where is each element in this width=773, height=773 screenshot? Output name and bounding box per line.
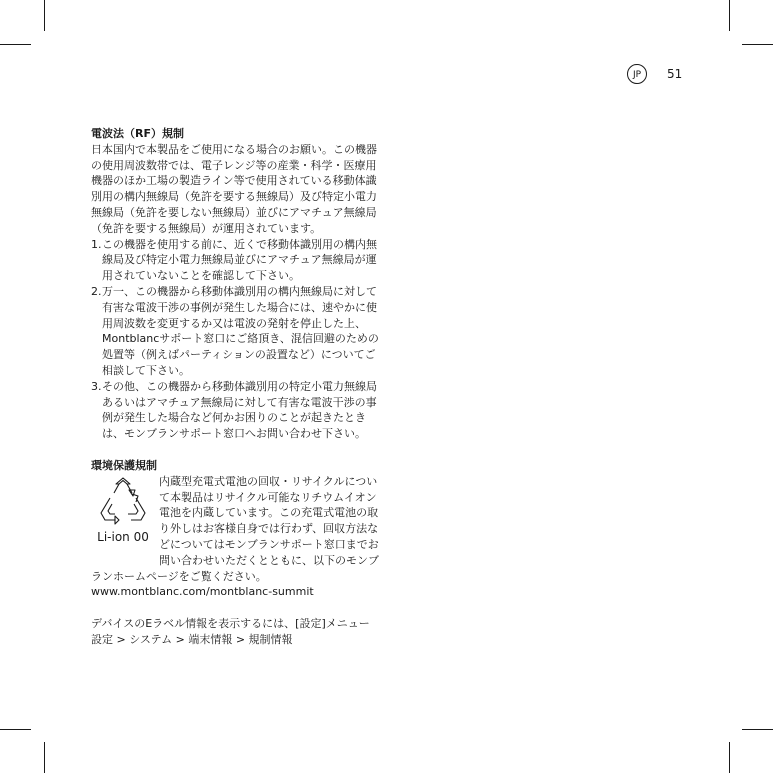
crop-mark-top-right-horizontal <box>742 44 773 45</box>
recycle-symbol <box>91 476 155 554</box>
crop-mark-top-left-vertical <box>44 0 45 31</box>
crop-mark-bottom-right-vertical <box>729 742 730 773</box>
page-header <box>627 64 682 84</box>
list-item-text: その他、この機器から移動体識別用の特定小電力無線局あるいはアマチュア無線局に対して有害な電波干渉の事例が発生した場合など何かお困りのことが起きたときは、モンブランサポート窓口へお問い合わせ下さい。 <box>102 379 377 441</box>
crop-mark-top-right-vertical <box>729 0 730 31</box>
section-spacer <box>91 442 381 458</box>
crop-mark-bottom-left-horizontal <box>0 729 31 730</box>
document-body <box>91 126 381 648</box>
list-item <box>91 284 381 379</box>
radio-regulation-list <box>91 237 381 442</box>
language-badge: JP <box>627 64 647 84</box>
environment-regulation-title: 環境保護規制 <box>91 458 157 472</box>
recycle-icon <box>96 476 150 528</box>
page-number: 51 <box>667 67 683 81</box>
radio-regulation-intro: 日本国内で本製品をご使用になる場合のお願い。この機器の使用周波数帯では、電子レンジ等の産業・科学・医療用機器のほか工場の製造ライン等で使用されている移動体識別用の構内無線局（免許を要する無線局）及び特定小電力無線局（免許を要しない無線局）並びにアマチュア無線局（免許を要する無線局）が運用されています。 <box>91 142 377 235</box>
environment-text: 内蔵型充電式電池の回収・リサイクルについて本製品はリサイクル可能なリチウムイオン電池を内蔵しています。この充電式電池の取り外しはお客様自身では行わず、回収方法などについてはモンブランサポート窓口までお問い合わせいただくとともに、以下のモンブランホームページをご覧ください。www.montblanc.com/montblanc-summit <box>91 474 379 599</box>
list-item-number: 2. <box>91 284 102 298</box>
elabel-instructions: デバイスのEラベル情報を表示するには、[設定]メニュー 設定 > システム > 端末情報 > 規制情報 <box>91 617 370 646</box>
list-item-text: 万一、この機器から移動体識別用の構内無線局に対して有害な電波干渉の事例が発生した場合には、速やかに使用周波数を変更するか又は電波の発射を停止した上、Montblancサポート窓口にご絡頂き、混信回避のための処置等（例えばパーティションの設置など）についてご相談して下さい。 <box>102 284 379 377</box>
list-item <box>91 237 381 284</box>
section-spacer <box>91 600 381 616</box>
list-item-text: この機器を使用する前に、近くで移動体識別用の構内無線局及び特定小電力無線局並びにアマチュア無線局が運用されていないことを確認して下さい。 <box>102 237 377 283</box>
radio-regulation-title: 電波法（RF）規制 <box>91 127 184 140</box>
recycle-label: Li-ion 00 <box>97 529 149 544</box>
list-item-number: 3. <box>91 379 102 393</box>
environment-section <box>91 474 381 600</box>
crop-mark-top-left-horizontal <box>0 44 31 45</box>
list-item-number: 1. <box>91 237 102 251</box>
crop-mark-bottom-left-vertical <box>44 742 45 773</box>
list-item <box>91 379 381 442</box>
crop-mark-bottom-right-horizontal <box>742 729 773 730</box>
